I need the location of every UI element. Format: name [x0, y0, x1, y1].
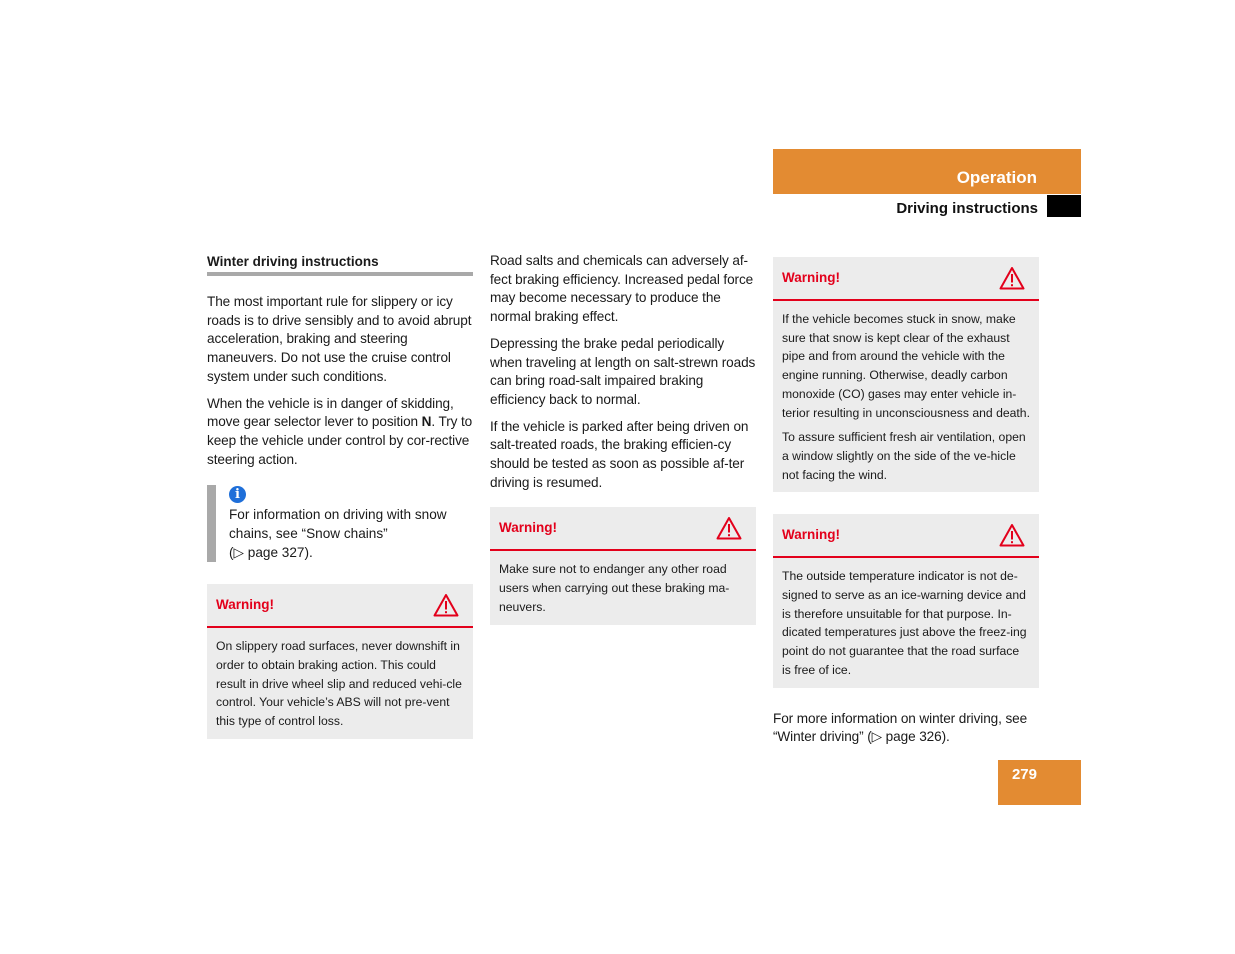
warning-title: Warning!: [499, 520, 557, 536]
section-title: Operation: [956, 168, 1037, 187]
info-icon: i: [229, 486, 246, 503]
warning-body: [490, 551, 756, 624]
paragraph: Road salts and chemicals can adversely af-fect braking efficiency. Increased pedal force may become necessary to produce the normal braking effect.: [490, 253, 754, 325]
warning-title: Warning!: [216, 597, 274, 613]
warning-box: [773, 514, 1039, 687]
warning-title: Warning!: [782, 270, 840, 285]
column-right: [773, 257, 1039, 755]
info-box: [207, 485, 473, 562]
paragraph: If the vehicle is parked after being driven on salt-treated roads, the braking efficien-cy should be tested as soon as possible af-ter driving is resumed.: [490, 418, 749, 490]
warning-header: [490, 507, 756, 551]
gear-position: N: [421, 414, 432, 430]
warning-text: Make sure not to endanger any other road users when carrying out these braking ma-neuvers.: [499, 562, 730, 614]
subsection-title: Driving instructions: [896, 200, 1038, 217]
warning-box: [207, 584, 473, 739]
warning-triangle-icon: [999, 266, 1025, 290]
warning-triangle-icon: [433, 593, 459, 617]
warning-triangle-icon: [716, 516, 742, 540]
paragraph: The most important rule for slippery or icy roads is to drive sensibly and to avoid abrupt acceleration, braking and steering maneuvers. Do not use the cruise control system under such conditions.: [207, 294, 472, 384]
warning-text: To assure sufficient fresh air ventilation, open a window slightly on the side of the ve-hicle not facing the wind.: [782, 430, 1026, 482]
paragraph: Depressing the brake pedal periodically when traveling at length on salt-strewn roads can bring road-salt impaired braking efficiency back to normal.: [490, 335, 756, 407]
section-header-band: [773, 149, 1081, 194]
warning-body: [207, 628, 473, 739]
column-middle: [490, 252, 756, 647]
warning-box: [490, 507, 756, 624]
page-number-box: [998, 760, 1081, 805]
warning-text: On slippery road surfaces, never downshift in order to obtain braking action. This could result in drive wheel slip and reduced vehi-cle control. Your vehicle’s ABS will not pre-vent this type of control loss.: [216, 639, 462, 729]
warning-text: The outside temperature indicator is not de-signed to serve as an ice-warning device and is therefore unsuitable for that purpose. In-dicated temperatures just above the freez-ing point do not guarantee that the road surface is free of ice.: [782, 569, 1027, 677]
warning-header: [207, 584, 473, 628]
warning-body: [773, 301, 1039, 492]
heading-winter-driving: Winter driving instructions: [207, 254, 473, 276]
column-left: [207, 252, 473, 761]
page-number: 279: [1011, 766, 1037, 783]
warning-triangle-icon: [999, 523, 1025, 547]
footer-reference[interactable]: For more information on winter driving, see “Winter driving” (▷ page 326).: [773, 710, 1028, 745]
info-text: For information on driving with snow chains, see “Snow chains”: [229, 507, 447, 542]
warning-header: [773, 514, 1039, 558]
info-page-reference[interactable]: (▷ page 327).: [229, 545, 313, 561]
text: . Try to keep the vehicle under control by cor-rective steering action.: [207, 414, 473, 467]
text: When the vehicle is in danger of skidding, move gear selector lever to position: [207, 395, 454, 430]
warning-box: [773, 257, 1039, 492]
paragraph: [207, 395, 473, 470]
warning-title: Warning!: [782, 527, 840, 543]
warning-text: If the vehicle becomes stuck in snow, make sure that snow is kept clear of the exhaust pipe and from around the vehicle with the engine running. Otherwise, deadly carbon monoxide (CO) gases may enter vehicle in-terior resulting in unconsciousness and death.: [782, 312, 1030, 420]
section-marker-tab: [1047, 195, 1081, 217]
warning-body: [773, 558, 1039, 687]
warning-header: [773, 257, 1039, 301]
